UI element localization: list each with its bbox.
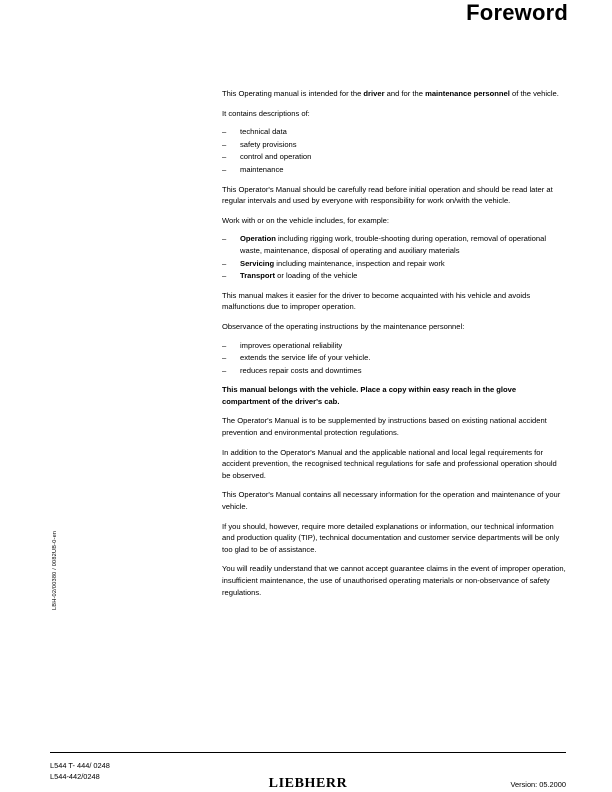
- observance-label: Observance of the operating instructions by the maintenance personnel:: [222, 321, 465, 331]
- list-item: [222, 126, 566, 138]
- list-item-label: extends the service life of your vehicle.: [240, 353, 371, 363]
- acquaint-paragraph: This manual makes it easier for the driver to become acquainted with his vehicle and avoids malfunctions due to improper operation.: [222, 290, 531, 312]
- brand-logo: LIEBHERR: [268, 776, 348, 791]
- list-item-label: control and operation: [240, 152, 312, 162]
- list-item: [222, 340, 566, 352]
- list-item-label: including rigging work, trouble-shooting during operation, removal of operational waste, maintenance, disposal of operating and auxiliary materials: [240, 234, 547, 255]
- dash-marker: –: [222, 353, 227, 363]
- work-label: Work with or on the vehicle includes, for example:: [222, 215, 389, 225]
- list-item: [222, 258, 566, 270]
- dash-marker: –: [222, 365, 227, 375]
- dash-marker: –: [222, 164, 227, 174]
- footer-divider: [50, 752, 566, 753]
- intro-paragraph: [222, 88, 566, 100]
- dash-marker: –: [222, 139, 227, 149]
- document-code: LBH-02/00380 / 0082UB-0-en: [52, 530, 58, 610]
- document-body: [222, 88, 566, 606]
- list-item-label: or loading of the vehicle: [275, 271, 358, 281]
- dash-marker: –: [222, 258, 227, 268]
- list-item: [222, 164, 566, 176]
- list-item: [222, 352, 566, 364]
- list-item: [222, 365, 566, 377]
- dash-marker: –: [222, 127, 227, 137]
- list-item: [222, 139, 566, 151]
- dash-marker: –: [222, 340, 227, 350]
- contains-list: [222, 126, 566, 175]
- addition-paragraph: In addition to the Operator's Manual and the applicable national and local legal requirements for accident prevention, the recognised technical regulations for safe and professional operation should be observed.: [222, 447, 557, 480]
- list-item-title: Servicing: [240, 258, 275, 268]
- contains-label: It contains descriptions of:: [222, 108, 310, 118]
- belongs-paragraph: This manual belongs with the vehicle. Place a copy within easy reach in the glove compartment of the driver's cab.: [222, 385, 517, 406]
- guarantee-paragraph: You will readily understand that we cannot accept guarantee claims in the event of improper operation, insufficient maintenance, the use of unauthorised operating materials or non-observance of safety regulations.: [222, 564, 566, 597]
- work-list: [222, 233, 566, 281]
- intro-pre: This Operating manual is intended for the: [222, 89, 364, 98]
- intro-bold-driver: driver: [363, 89, 385, 98]
- list-item-title: Operation: [240, 234, 276, 244]
- list-item-label: including maintenance, inspection and repair work: [274, 258, 445, 268]
- list-item: [222, 233, 566, 256]
- page-footer: [50, 760, 566, 790]
- list-item-label: improves operational reliability: [240, 340, 343, 350]
- list-item-title: Transport: [240, 271, 276, 281]
- list-item-label: technical data: [240, 127, 287, 137]
- observance-list: [222, 340, 566, 377]
- footer-model: [50, 760, 110, 782]
- list-item-label: safety provisions: [240, 139, 297, 149]
- footer-model-line1: L544 T- 444/ 0248: [50, 761, 110, 770]
- list-item-label: reduces repair costs and downtimes: [240, 365, 362, 375]
- dash-marker: –: [222, 152, 227, 162]
- contains-all-paragraph: This Operator's Manual contains all necessary information for the operation and maintenance of your vehicle.: [222, 490, 561, 512]
- intro-mid: and for the: [384, 89, 426, 98]
- page-title: Foreword: [466, 0, 568, 25]
- footer-version: Version: 05.2000: [510, 780, 566, 789]
- list-item-label: maintenance: [240, 164, 284, 174]
- read-paragraph: This Operator's Manual should be carefully read before initial operation and should be read later at regular intervals and used by everyone with responsibility for work on/with the vehicle.: [222, 184, 553, 206]
- footer-model-line2: L544-442/0248: [50, 772, 100, 781]
- dash-marker: –: [222, 234, 227, 244]
- intro-bold-maintenance: maintenance personnel: [425, 89, 510, 98]
- list-item: [222, 151, 566, 163]
- list-item: [222, 270, 566, 282]
- intro-post: of the vehicle.: [509, 89, 559, 98]
- more-detail-paragraph: If you should, however, require more detailed explanations or information, our technical information and production quality (TIP), technical documentation and customer service departments will be only too glad to be of assistance.: [222, 521, 560, 554]
- supplement-paragraph: The Operator's Manual is to be supplemented by instructions based on existing national accident prevention and environmental protection regulations.: [222, 416, 547, 438]
- dash-marker: –: [222, 271, 227, 281]
